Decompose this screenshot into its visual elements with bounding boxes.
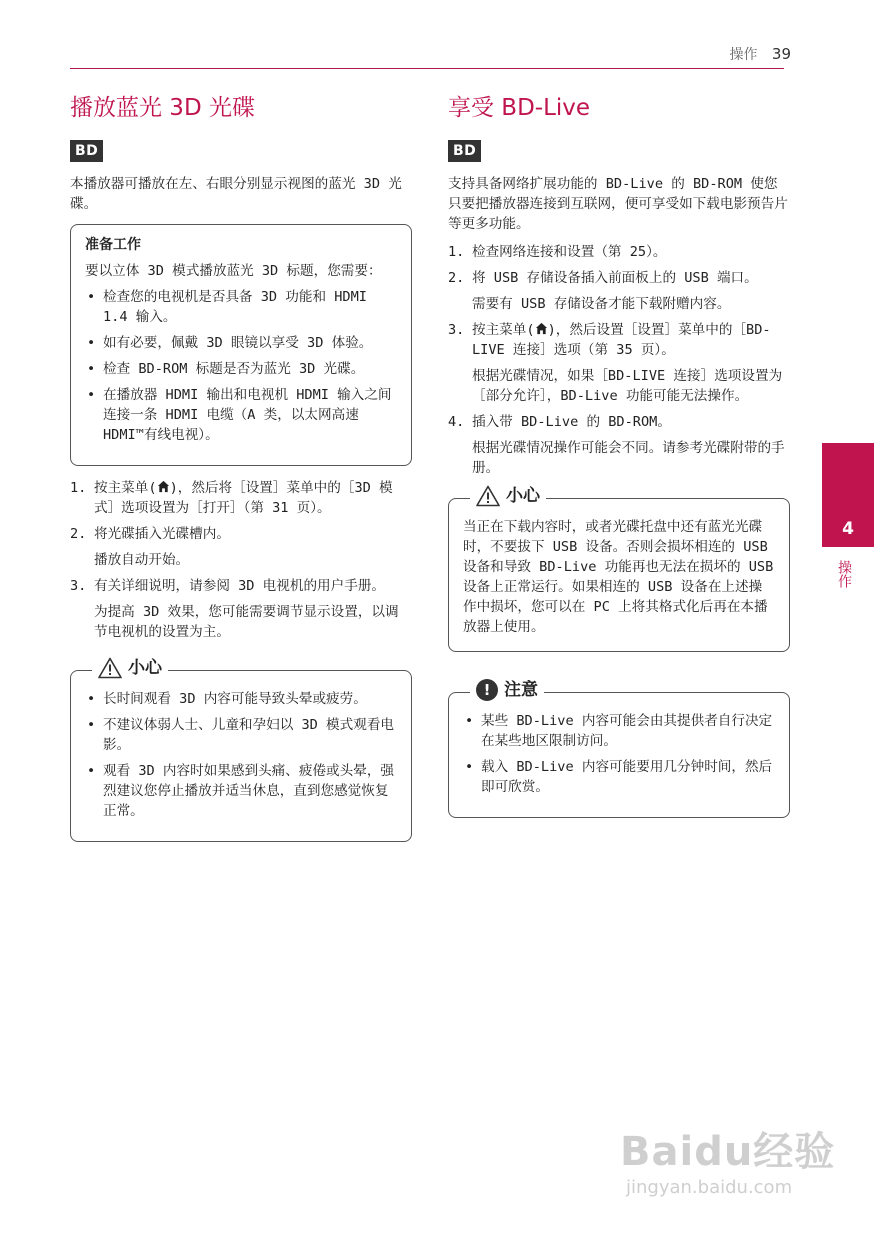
right-note [448, 680, 790, 818]
step-subtext: 为提高 3D 效果，您可能需要调节显示设置，以调节电视机的设置为主。 [94, 604, 399, 640]
note-label-text: 注意 [504, 680, 538, 700]
step-text: 检查网络连接和设置（第 25）。 [472, 244, 667, 260]
step-text-a: 按主菜单( [472, 322, 535, 338]
home-icon [535, 322, 548, 335]
list-item: • 某些 BD-Live 内容可能会由其提供者自行决定在某些地区限制访问。 [463, 711, 775, 751]
list-item: • 不建议体弱人士、儿童和孕妇以 3D 模式观看电影。 [85, 715, 397, 755]
step-item [448, 412, 790, 478]
caution-label [92, 657, 168, 679]
right-caution [448, 486, 790, 652]
caution-box [70, 670, 412, 842]
chapter-number: 4 [842, 519, 854, 539]
preparation-title: 准备工作 [85, 237, 141, 253]
step-item [448, 268, 790, 314]
step-number: 2. [448, 270, 465, 286]
bd-badge: BD [70, 140, 103, 162]
step-number: 3. [448, 322, 465, 338]
note-list [463, 711, 775, 797]
page-header [729, 44, 791, 64]
page-number: 39 [771, 45, 791, 63]
right-intro: 支持具备网络扩展功能的 BD-Live 的 BD-ROM 使您只要把播放器连接到互联网，便可享受如下载电影预告片等更多功能。 [448, 176, 788, 232]
step-number: 4. [448, 414, 465, 430]
caution-label-text: 小心 [506, 486, 540, 506]
bd-badge: BD [448, 140, 481, 162]
list-item: • 观看 3D 内容时如果感到头痛、疲倦或头晕，强烈建议您停止播放并适当休息，直到您感觉恢复正常。 [85, 761, 397, 821]
step-item [70, 576, 412, 642]
step-subtext: 播放自动开始。 [94, 552, 190, 568]
left-column [70, 95, 412, 842]
preparation-list [85, 287, 399, 445]
right-section-title: 享受 BD-Live [448, 95, 591, 121]
note-box [448, 692, 790, 818]
preparation-box [70, 224, 412, 466]
exclamation-icon: ! [476, 679, 498, 701]
preparation-text: 要以立体 3D 模式播放蓝光 3D 标题，您需要： [85, 263, 382, 279]
caution-label [470, 485, 546, 507]
step-text: 有关详细说明，请参阅 3D 电视机的用户手册。 [94, 578, 386, 594]
left-steps [70, 478, 412, 642]
header-divider [70, 68, 784, 69]
step-item [448, 320, 790, 406]
chapter-tab [822, 443, 874, 547]
caution-list [85, 689, 397, 821]
caution-text: 当正在下载内容时，或者光碟托盘中还有蓝光光碟时，不要拔下 USB 设备。否则会损坏相连的 USB 设备和导致 BD-Live 功能再也无法在损坏的 USB 设备上正常运行。如果相连的 USB 设备在上述操作中损坏，您可以在 PC 上将其格式化后再在本播放器上使用。 [463, 519, 774, 635]
step-subtext: 需要有 USB 存储设备才能下载附赠内容。 [472, 296, 731, 312]
caution-box [448, 498, 790, 652]
step-number: 1. [448, 244, 465, 260]
watermark-url: jingyan.baidu.com [626, 1177, 793, 1198]
caution-label-text: 小心 [128, 658, 162, 678]
right-column [448, 95, 790, 818]
step-text: 插入带 BD-Live 的 BD-ROM。 [472, 414, 671, 430]
step-text-b: )，然后将［设置］菜单中的［3D 模式］选项设置为［打开］（第 31 页）。 [94, 480, 393, 516]
step-text: 将光碟插入光碟槽内。 [94, 526, 230, 542]
step-subtext: 根据光碟情况操作可能会不同。请参考光碟附带的手册。 [472, 440, 785, 476]
left-caution [70, 658, 412, 842]
step-number: 2. [70, 526, 87, 542]
step-text-a: 按主菜单( [94, 480, 157, 496]
step-item [70, 524, 412, 570]
list-item: • 长时间观看 3D 内容可能导致头晕或疲劳。 [85, 689, 397, 709]
header-section: 操作 [729, 47, 758, 63]
watermark-logo: Baidu经验 [620, 1129, 836, 1175]
list-item: • 载入 BD-Live 内容可能要用几分钟时间，然后即可欣赏。 [463, 757, 775, 797]
watermark [620, 1120, 835, 1198]
step-text: 将 USB 存储设备插入前面板上的 USB 端口。 [472, 270, 758, 286]
left-section-title: 播放蓝光 3D 光碟 [70, 95, 255, 121]
right-steps [448, 242, 790, 478]
list-item: • 检查 BD-ROM 标题是否为蓝光 3D 光碟。 [85, 359, 399, 379]
home-icon [157, 480, 170, 493]
left-intro: 本播放器可播放在左、右眼分别显示视图的蓝光 3D 光碟。 [70, 176, 402, 212]
warning-icon [476, 485, 500, 507]
chapter-label: 操作 [836, 560, 852, 588]
step-text-b: )，然后设置［设置］菜单中的［BD-LIVE 连接］选项（第 35 页）。 [472, 322, 771, 358]
step-item [448, 242, 790, 262]
step-subtext: 根据光碟情况，如果［BD-LIVE 连接］选项设置为［部分允许］，BD-Live 功能可能无法操作。 [472, 368, 783, 404]
step-item [70, 478, 412, 518]
list-item: • 检查您的电视机是否具备 3D 功能和 HDMI 1.4 输入。 [85, 287, 399, 327]
step-number: 1. [70, 480, 87, 496]
note-label [470, 679, 544, 701]
warning-icon [98, 657, 122, 679]
list-item: • 如有必要，佩戴 3D 眼镜以享受 3D 体验。 [85, 333, 399, 353]
step-number: 3. [70, 578, 87, 594]
list-item: • 在播放器 HDMI 输出和电视机 HDMI 输入之间连接一条 HDMI 电缆（A 类，以太网高速HDMI™有线电视）。 [85, 385, 399, 445]
